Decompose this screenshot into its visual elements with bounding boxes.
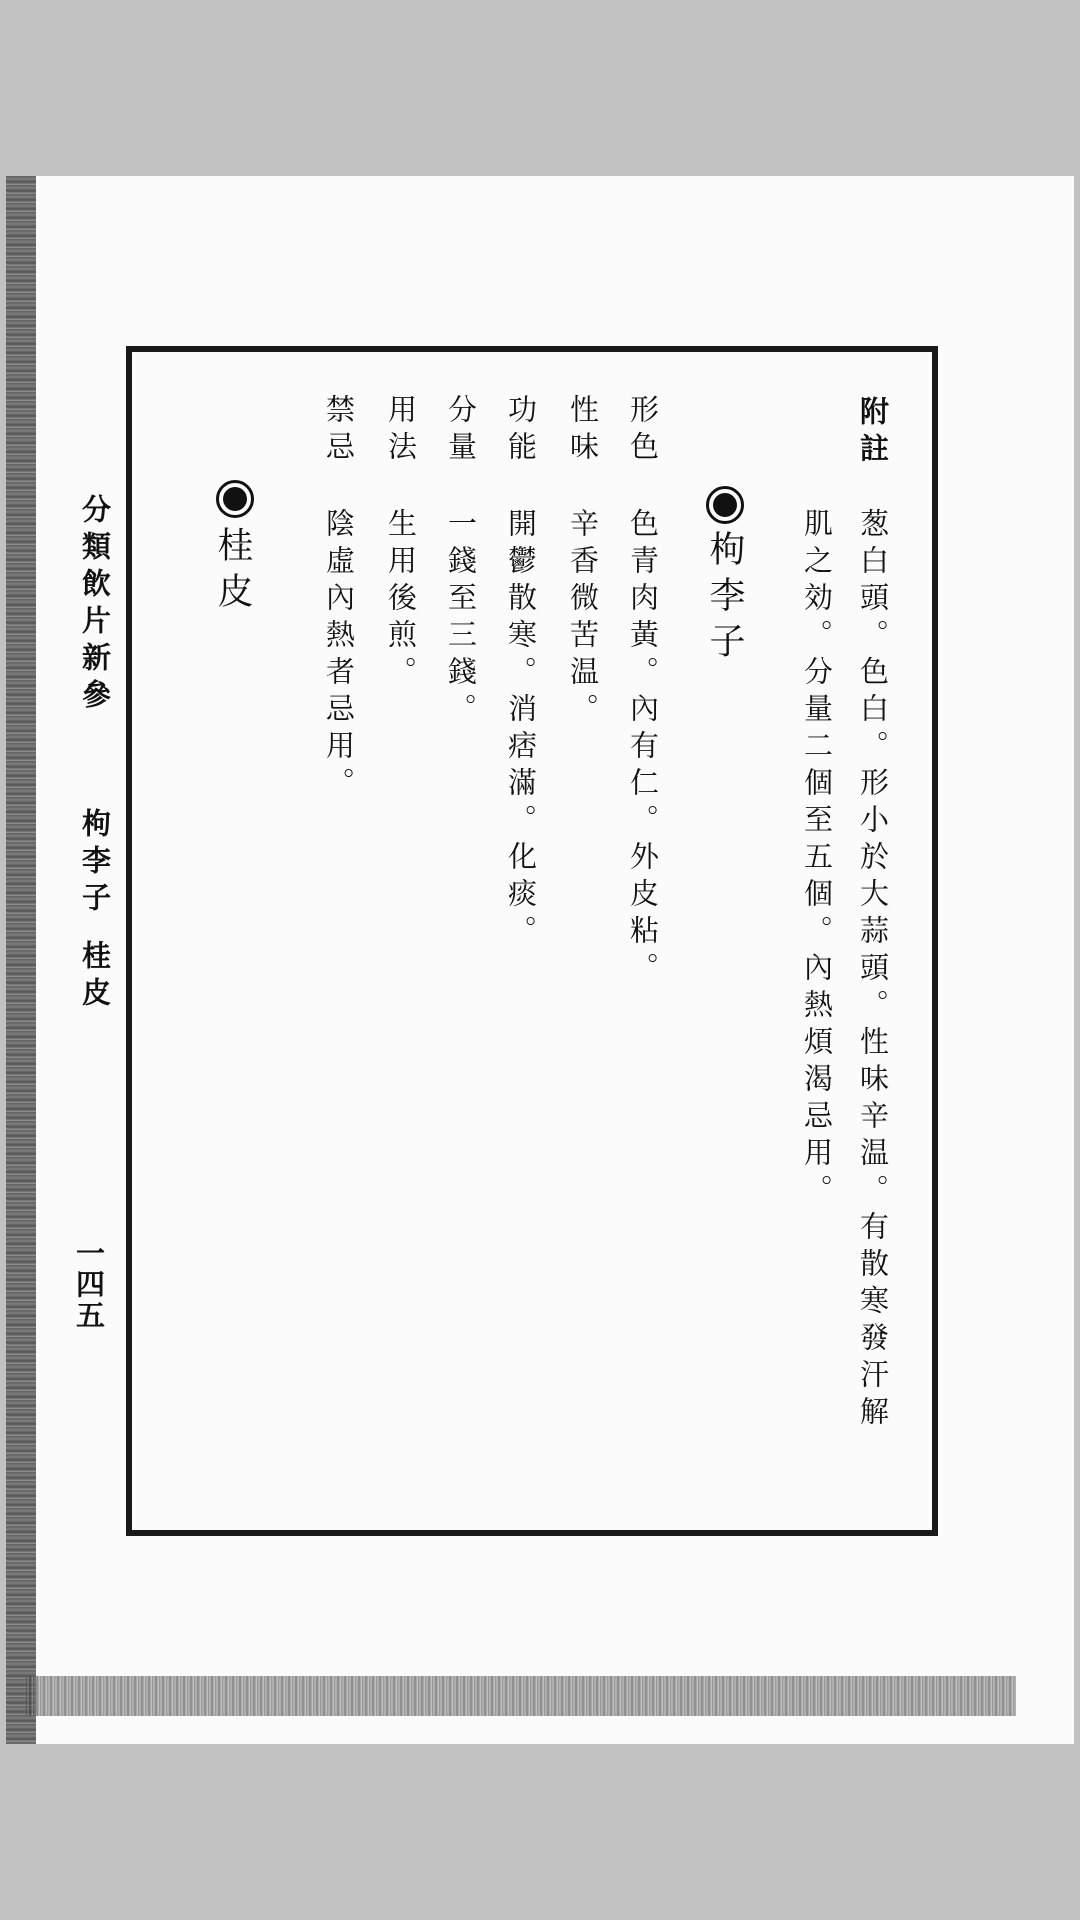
scan-edge-left: [6, 176, 36, 1744]
field-value-jinji: 陰虛內熱者忌用。: [322, 508, 356, 804]
field-label-yongfa: 用法: [384, 394, 418, 468]
scan-edge-bottom: [26, 1676, 1016, 1716]
field-value-xingwei: 辛香微苦温。: [566, 508, 600, 730]
page-number: 一四五: [72, 1238, 106, 1331]
margin-item-1: 枸李子: [78, 808, 112, 919]
field-label-fenliang: 分量: [444, 394, 478, 468]
field-label-xingse: 形色: [626, 394, 660, 468]
entry-marker-1: [706, 486, 744, 524]
entry-marker-2: [216, 480, 254, 518]
entry-2-name: 桂皮: [212, 526, 253, 618]
entry-1-name: 枸李子: [704, 530, 745, 668]
field-label-xingwei: 性味: [566, 394, 600, 468]
field-value-gongneng: 開鬱散寒。消痞滿。化痰。: [504, 508, 538, 952]
margin-book-title: 分類飲片新參: [78, 494, 112, 716]
scanned-page: [6, 176, 1074, 1744]
field-label-gongneng: 功能: [504, 394, 538, 468]
field-label-jinji: 禁忌: [322, 394, 356, 468]
field-value-fenliang: 一錢至三錢。: [444, 508, 478, 730]
margin-item-2: 桂皮: [78, 940, 112, 1014]
annotation-line-1: 葱白頭。色白。形小於大蒜頭。性味辛温。有散寒發汗解: [856, 508, 890, 1433]
annotation-line-2: 肌之効。分量二個至五個。內熱煩渴忌用。: [800, 508, 834, 1211]
field-value-xingse: 色青肉黃。內有仁。外皮粘。: [626, 508, 660, 989]
field-value-yongfa: 生用後煎。: [384, 508, 418, 693]
annotation-label: 附註: [856, 396, 890, 470]
